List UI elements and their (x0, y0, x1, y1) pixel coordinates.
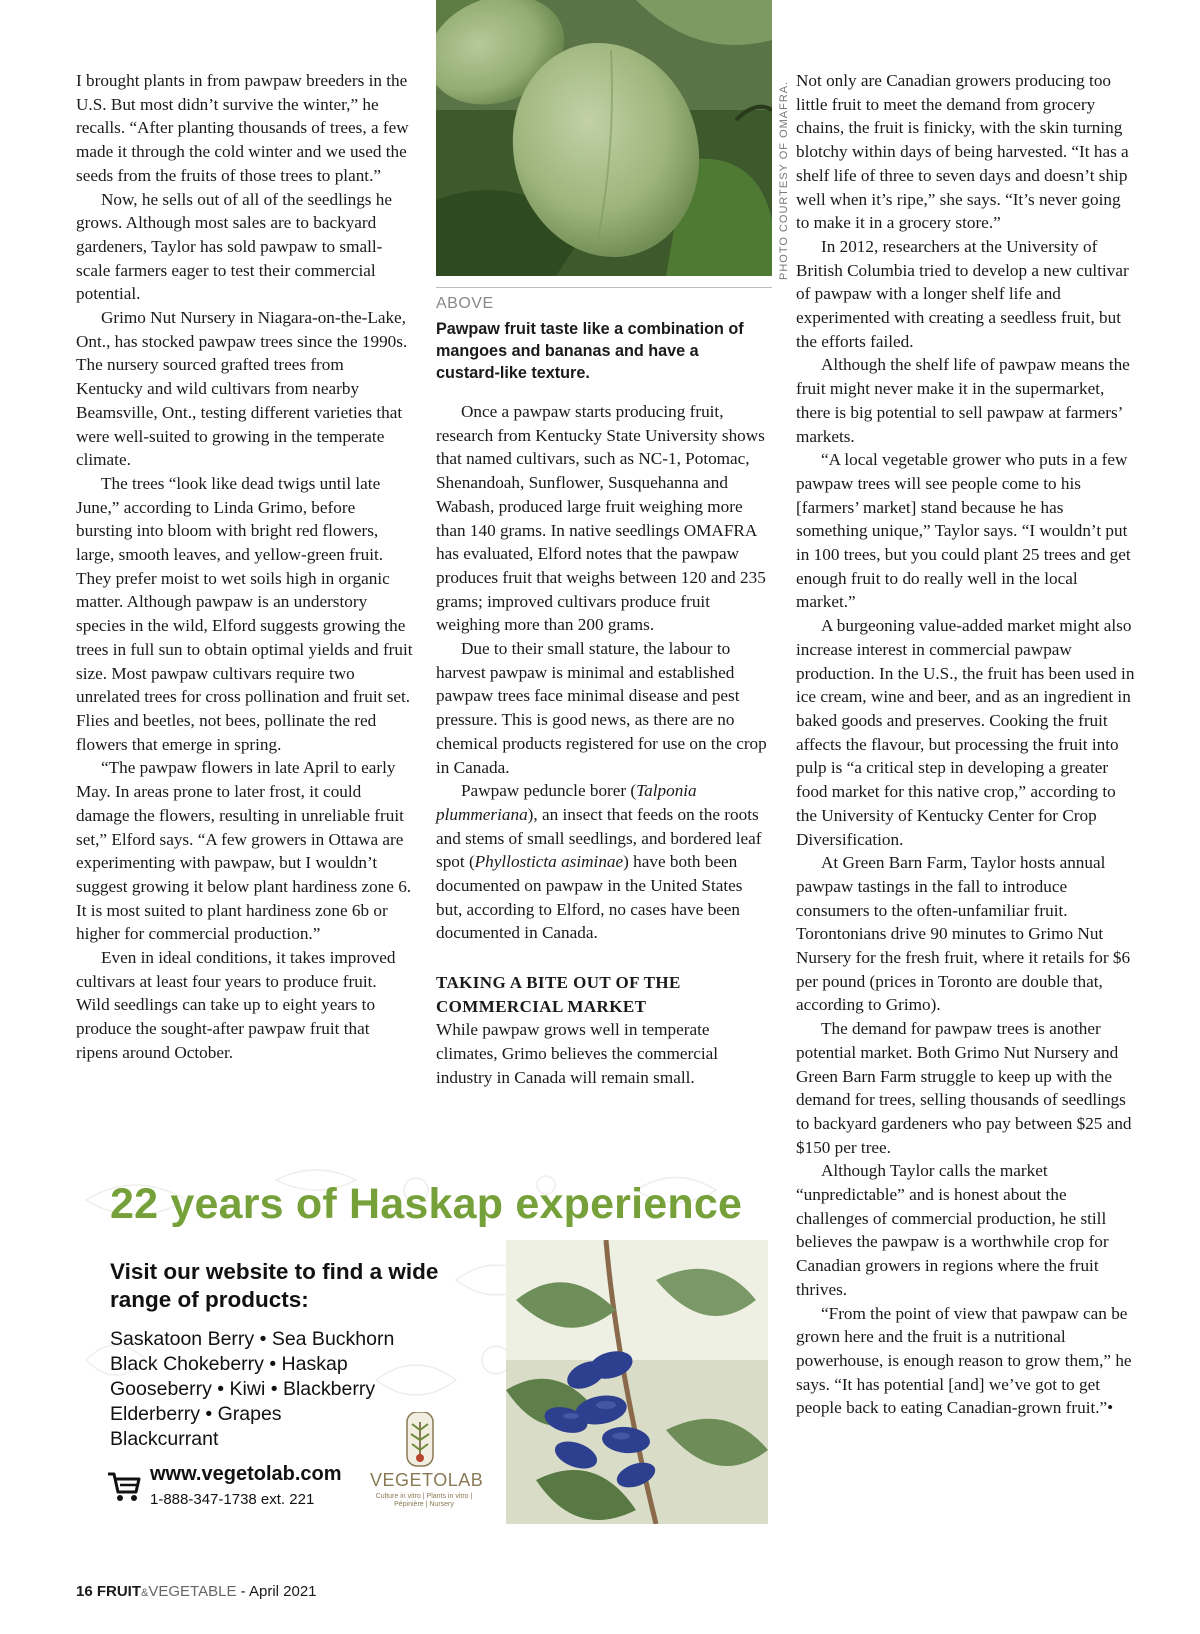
product-line: Gooseberry • Kiwi • Blackberry (110, 1378, 376, 1400)
product-line: Blackcurrant (110, 1428, 219, 1450)
paragraph: “The pawpaw flowers in late April to early May. In areas prone to later frost, it could damage the flowers, resulting in unreliable fruit set,” Elford says. “A few growers in Ottawa are experimenting with pawpaw, but I wouldn’t suggest growing it below plant hardiness zone 6. It is most suited to plant hardiness zone 6b or higher for commercial production.” (76, 758, 412, 944)
article-column-2 (436, 400, 772, 1089)
paragraph: “A local vegetable grower who puts in a few pawpaw trees will see people come to his [farmers’ market] stand because he has something unique,” Taylor says. “I wouldn’t put in 100 trees, but you could plant 25 trees and get enough fruit to do really well in the local market.” (796, 450, 1131, 612)
paragraph: I brought plants in from pawpaw breeders in the U.S. But most didn’t survive the winter,” he recalls. “After planting thousands of trees, a few made it through the cold winter and we used the seeds from the fruits of those trees to plant.” (76, 71, 409, 185)
photo-credit: PHOTO COURTESY OF OMAFRA. (778, 80, 790, 280)
article-column-1 (76, 69, 414, 1065)
page-number: 16 (76, 1583, 93, 1600)
caption-label: ABOVE (436, 295, 494, 312)
paragraph: Even in ideal conditions, it takes improved cultivars at least four years to produce fruit. Wild seedlings can take up to eight years to produce the sought-after pawpaw fruit that ripens around October. (76, 948, 396, 1062)
vegetolab-logo-tagline: Culture in vitro | Plants in vitro | Pépinière | Nursery (375, 1493, 473, 1508)
caption-divider (436, 287, 772, 288)
paragraph: At Green Barn Farm, Taylor hosts annual pawpaw tastings in the fall to introduce consumers to the often-unfamiliar fruit. Torontonians drive 90 minutes to Grimo Nut Nursery for the fresh fruit, where it retails for $6 per pound (prices in Toronto are double that, according to Grimo). (796, 853, 1131, 1015)
paragraph: Once a pawpaw starts producing fruit, research from Kentucky State University shows that named cultivars, such as NC-1, Potomac, Shenandoah, Sunflower, Susquehanna and Wabash, produced large fruit weighing more than 140 grams. In native seedlings OMAFRA has evaluated, Elford notes that the pawpaw produces fruit that weighs between 120 and 235 grams; improved cultivars produce fruit weighing more than 200 grams. (436, 402, 766, 635)
paragraph: Although Taylor calls the market “unpredictable” and is honest about the challenges of commercial production, he still believes the pawpaw is a worthwhile crop for Canadian growers in regions where the fruit thrives. (796, 1161, 1109, 1299)
paragraph: In 2012, researchers at the University of British Columbia tried to develop a new cultivar of pawpaw with a longer shelf life and experimented with creating a seedless fruit, but the efforts failed. (796, 236, 1129, 351)
section-subhead: TAKING A BITE OUT OF THE COMMERCIAL MARKET (436, 973, 681, 1016)
paragraph: Grimo Nut Nursery in Niagara-on-the-Lake, Ont., has stocked pawpaw trees since the 1990s. The nursery sourced grafted trees from Kentucky and wild cultivars from nearby Beamsville, Ont., testing different varieties that were well-suited to growing in the temperate climate. (76, 308, 408, 470)
paragraph: Now, he sells out of all of the seedlings he grows. Although most sales are to backyard gardeners, Taylor has sold pawpaw to small-scale farmers eager to test their commercial potential. (76, 189, 393, 304)
ad-website-link[interactable]: www.vegetolab.com (150, 1463, 342, 1485)
paragraph: Due to their small stature, the labour to harvest pawpaw is minimal and established pawpaw trees face minimal disease and pest pressure. This is good news, as there are no chemical products registered for use on the crop in Canada. (436, 639, 767, 777)
product-line: Black Chokeberry • Haskap (110, 1353, 348, 1375)
ad-subhead: Visit our website to find a wide range of products: (110, 1259, 439, 1312)
page-footer: 16 FRUIT&VEGETABLE - April 2021 (76, 1583, 317, 1600)
article-column-3 (796, 69, 1136, 1420)
paragraph: The trees “look like dead twigs until late June,” according to Linda Grimo, before bursting into bloom with bright red flowers, large, smooth leaves, and yellow-green fruit. They prefer moist to wet soils high in organic matter. Although pawpaw is an understory species in the wild, Elford suggests growing the trees in full sun to obtain optimal yields and fruit size. Most pawpaw cultivars require two unrelated trees for cross pollination and fruit set. Flies and beetles, not bees, pollinate the red flowers that emerge in spring. (76, 473, 413, 754)
ad-phone-number: 1-888-347-1738 ext. 221 (150, 1491, 315, 1508)
paragraph: While pawpaw grows well in temperate climates, Grimo believes the commercial industry in Canada will remain small. (436, 1020, 719, 1087)
vegetolab-advertisement (76, 1160, 772, 1536)
pawpaw-fruit-photo (436, 0, 772, 276)
product-line: Saskatoon Berry • Sea Buckhorn (110, 1328, 395, 1350)
vegetolab-logo-text: VEGETOLAB (370, 1470, 484, 1490)
ad-headline: 22 years of Haskap experience (110, 1180, 743, 1228)
paragraph: Although the shelf life of pawpaw means the fruit might never make it in the supermarket, there is big potential to sell pawpaw at farmers’ markets. (796, 355, 1130, 446)
paragraph: The demand for pawpaw trees is another potential market. Both Grimo Nut Nursery and Green Barn Farm struggle to keep up with the demand for trees, selling thousands of seedlings to backyard gardeners who pay between $25 and $150 per tree. (796, 1019, 1132, 1157)
paragraph: A burgeoning value-added market might also increase interest in commercial pawpaw production. In the U.S., the fruit has been used in ice cream, wine and beer, and as an ingredient in baked goods and preserves. Cooking the fruit affects the flavour, but processing the fruit into pulp is “a critical step in developing a greater food market for this native crop,” according to the University of Kentucky Center for Crop Diversification. (796, 616, 1135, 849)
issue-date: - April 2021 (236, 1583, 317, 1600)
paragraph: “From the point of view that pawpaw can be grown here and the fruit is a nutritional powerhouse, is enough reason to grow them,” he says. “It has potential [and] we’ve got to get people back to eating Canadian-grown fruit.”• (796, 1303, 1132, 1418)
shopping-cart-icon (106, 1468, 142, 1504)
haskap-berries-photo (506, 1240, 768, 1524)
paragraph: Not only are Canadian growers producing too little fruit to meet the demand from grocery chains, the fruit is finicky, with the skin turning blotchy within days of being harvested. “It has a shelf life of three to seven days and doesn’t ship well when it’s ripe,” she says. “It’s never going to make it in a grocery store.” (796, 71, 1129, 233)
product-line: Elderberry • Grapes (110, 1403, 282, 1425)
magazine-name: FRUIT (96, 1583, 142, 1600)
photo-caption: Pawpaw fruit taste like a combination of mangoes and bananas and have a custard-like texture. (436, 320, 744, 382)
paragraph: Pawpaw peduncle borer (Talponia plummeriana), an insect that feeds on the roots and stems of small seedlings, and bordered leaf spot (Phyllosticta asiminae) have both been documented on pawpaw in the United States but, according to Elford, no cases have been documented in Canada. (436, 781, 762, 943)
